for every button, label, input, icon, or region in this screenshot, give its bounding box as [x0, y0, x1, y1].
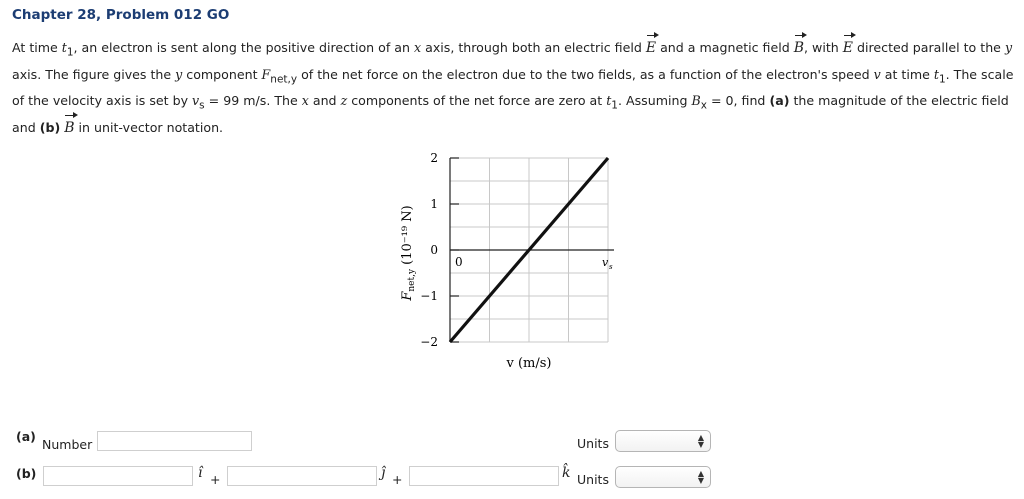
units-label: Units	[577, 436, 609, 451]
x-axis-label: v (m/s)	[506, 356, 552, 371]
y-axis-label	[400, 205, 417, 301]
y-tick-label: −1	[420, 289, 438, 303]
y-tick-label: 0	[430, 243, 438, 257]
part-a-label: (a)	[16, 429, 36, 444]
page-title: Chapter 28, Problem 012 GO	[12, 7, 230, 23]
i-hat: î	[198, 465, 203, 481]
vector-B: B	[794, 38, 804, 59]
b-i-component-input[interactable]	[43, 466, 193, 486]
vector-B: B	[64, 118, 74, 139]
plus-sign: +	[392, 472, 403, 487]
y-tick-label: 1	[430, 197, 438, 211]
vector-E: E	[843, 38, 853, 59]
x-tick-zero: 0	[455, 255, 463, 269]
number-label: Number	[42, 437, 93, 452]
b-k-component-input[interactable]	[409, 466, 559, 486]
y-tick-label: −2	[420, 335, 438, 349]
units-select-a[interactable]	[615, 430, 711, 452]
plus-sign: +	[210, 472, 221, 487]
number-input[interactable]	[97, 431, 252, 451]
x-tick-vs-subscript: s	[609, 263, 613, 271]
x-tick-vs: v	[602, 256, 609, 269]
select-arrows-icon: ▲ ▼	[697, 469, 704, 485]
force-vs-speed-graph	[380, 140, 650, 380]
y-tick-label: 2	[430, 151, 438, 165]
select-arrows-icon: ▲ ▼	[697, 433, 704, 449]
units-label: Units	[577, 472, 609, 487]
svg-text:Fnet,y (10⁻¹⁹ N): $F_{net,y}$ (10⁻¹⁹ N)	[400, 205, 417, 301]
j-hat: ĵ	[381, 465, 386, 481]
k-hat: k̂	[562, 465, 571, 481]
units-select-b[interactable]	[615, 466, 711, 488]
problem-statement: At time $t_1$, an electron is sent along the positive direction of an x axis, through both an electric field E and a magnetic field B, with E directed parallel to the y axis. The figure gives the y component $F_{net,y}$ of the net force on the electron due to the two fields, as a function of the electron's speed v at time $t_1$. The scale of the velocity axis is set by $v_s = 99$ m/s. The x and z components of the net force are zero at $t_1$. Assuming $B_x = 0$, find (a) the magnitude of the electric field and (b) B in unit-vector notation.	[12, 37, 1018, 139]
b-j-component-input[interactable]	[227, 466, 377, 486]
vector-E: E	[646, 38, 656, 59]
part-b-label: (b)	[16, 466, 37, 481]
